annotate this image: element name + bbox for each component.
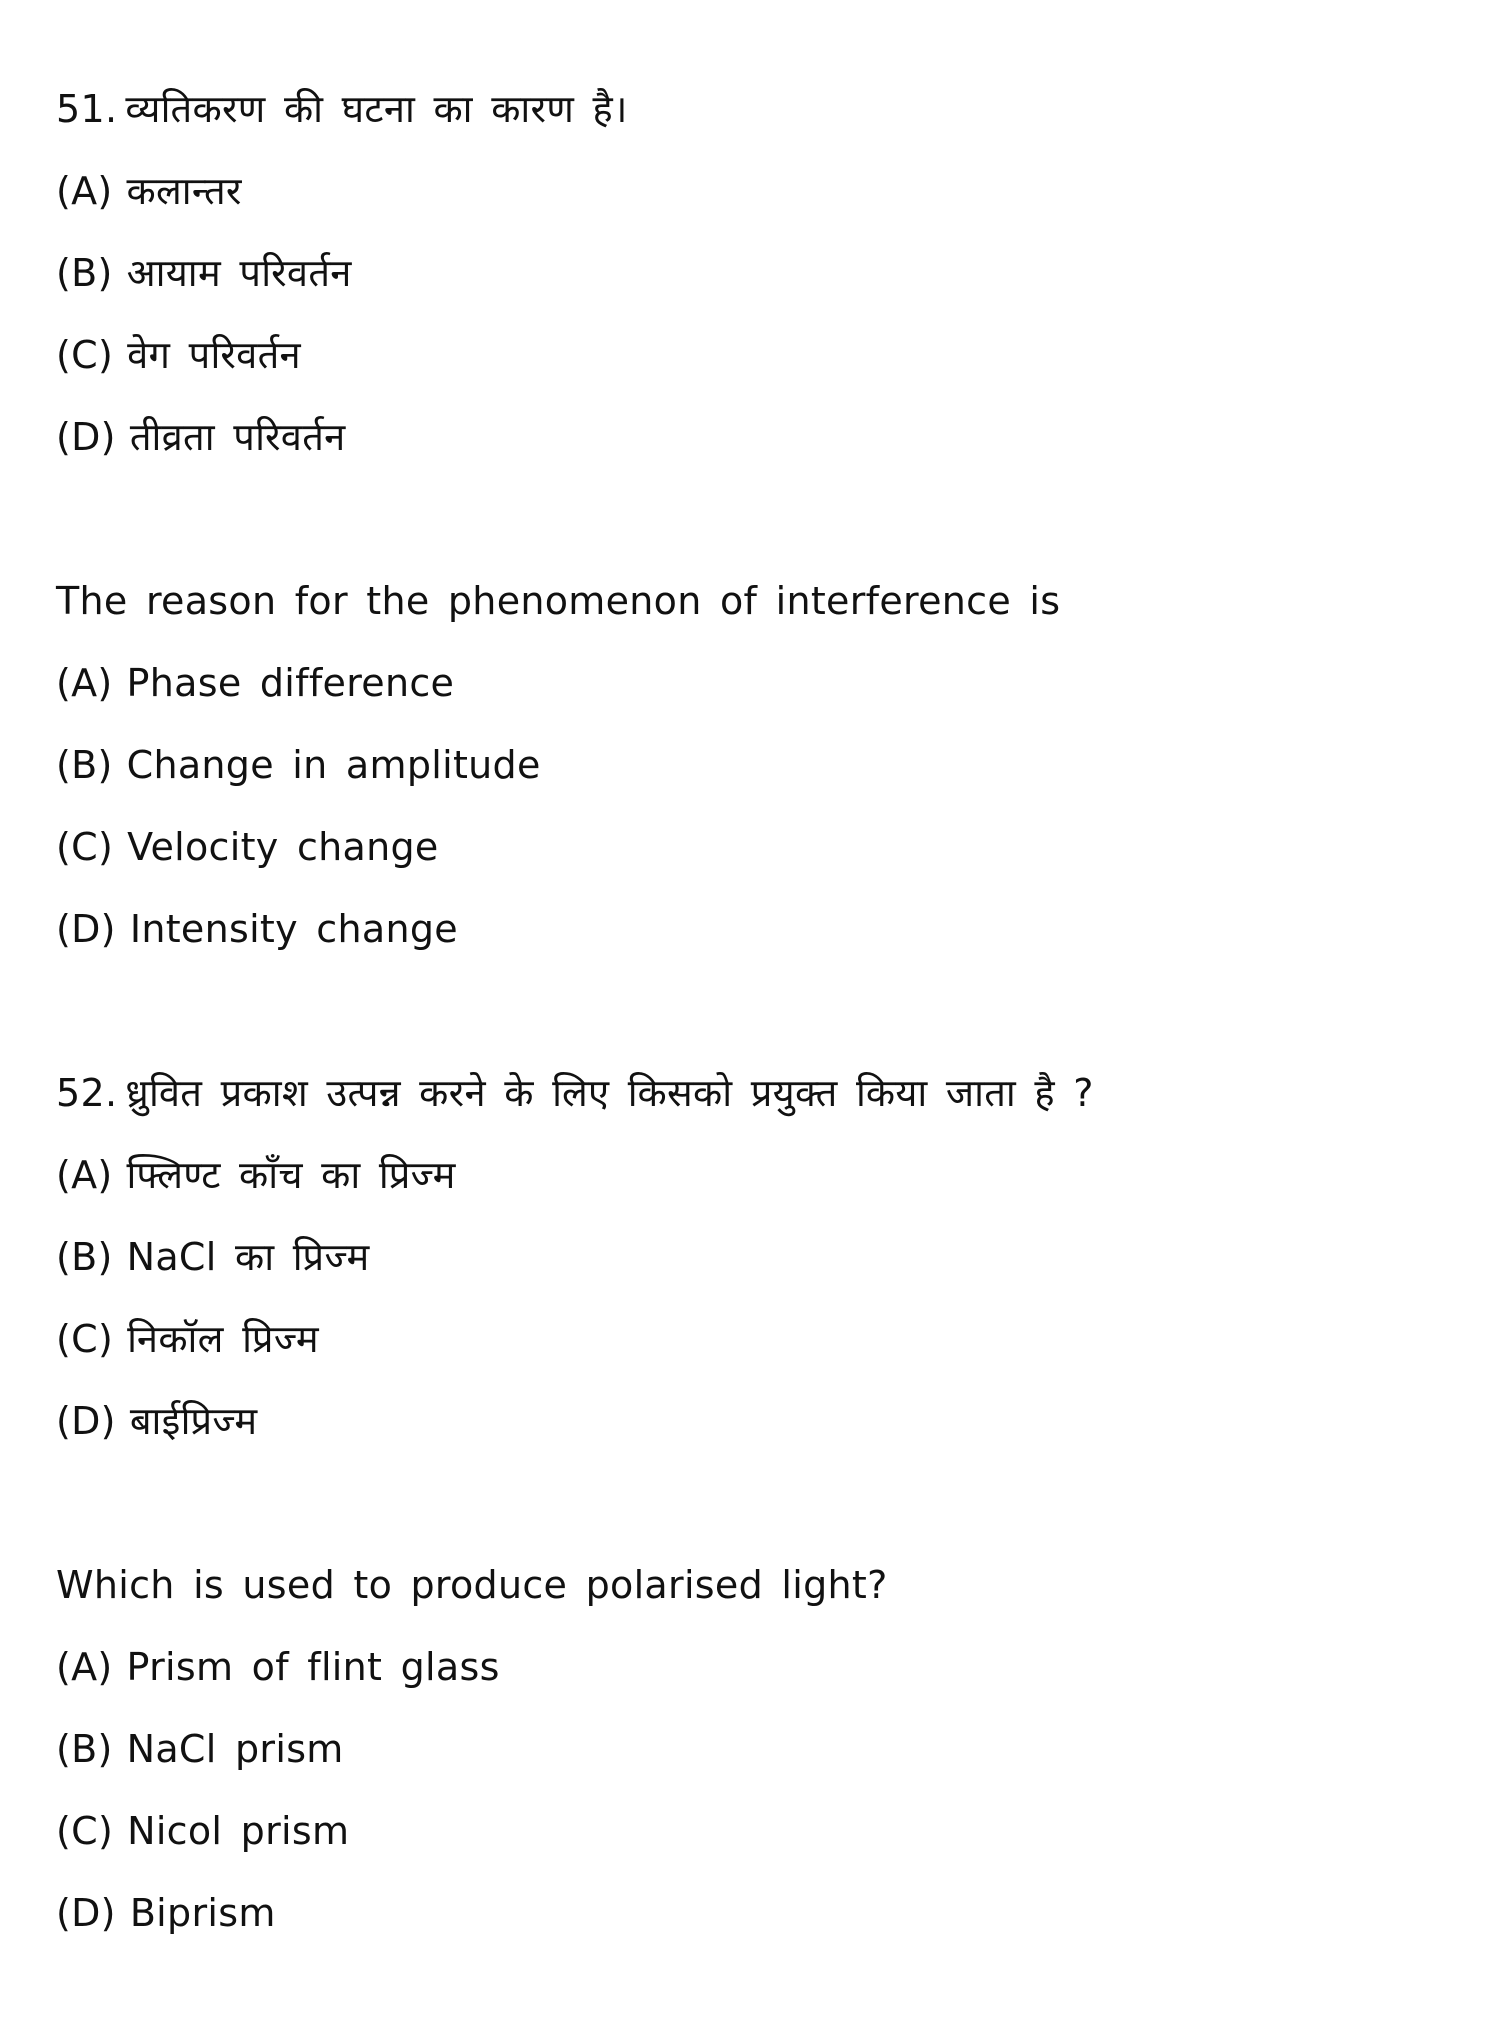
option-label: (C) xyxy=(56,1809,114,1853)
option-label: (C) xyxy=(56,1317,114,1361)
option-label: (C) xyxy=(56,333,114,377)
option-text: तीव्रता परिवर्तन xyxy=(129,415,346,459)
option-d xyxy=(56,888,1456,970)
question-text: The reason for the phenomenon of interference is xyxy=(56,579,1061,623)
option-b xyxy=(56,1216,1456,1298)
option-text: Biprism xyxy=(129,1891,276,1935)
spacer xyxy=(56,478,1456,560)
option-text: Nicol prism xyxy=(127,1809,350,1853)
option-label: (B) xyxy=(56,1235,113,1279)
option-a xyxy=(56,642,1456,724)
option-text: Intensity change xyxy=(129,907,458,951)
question-text: Which is used to produce polarised light? xyxy=(56,1563,888,1607)
option-d xyxy=(56,1872,1456,1954)
question-number: 51. xyxy=(56,87,118,131)
option-d xyxy=(56,1380,1456,1462)
option-label: (D) xyxy=(56,1891,116,1935)
option-label: (A) xyxy=(56,169,113,213)
question-52-english xyxy=(56,1544,1456,1954)
option-a xyxy=(56,150,1456,232)
option-text: Velocity change xyxy=(127,825,439,869)
spacer xyxy=(56,1462,1456,1544)
question-stem xyxy=(56,68,1456,150)
option-text: वेग परिवर्तन xyxy=(127,333,301,377)
option-c xyxy=(56,1790,1456,1872)
option-b xyxy=(56,724,1456,806)
option-label: (B) xyxy=(56,1727,113,1771)
question-52-hindi xyxy=(56,1052,1456,1462)
question-51-english xyxy=(56,560,1456,970)
spacer xyxy=(56,970,1456,1052)
question-stem xyxy=(56,560,1456,642)
option-a xyxy=(56,1134,1456,1216)
option-c xyxy=(56,314,1456,396)
option-text: Change in amplitude xyxy=(126,743,541,787)
option-text: Phase difference xyxy=(126,661,455,705)
option-label: (C) xyxy=(56,825,114,869)
option-label: (A) xyxy=(56,1645,113,1689)
option-text: NaCl prism xyxy=(126,1727,344,1771)
option-label: (D) xyxy=(56,1399,116,1443)
question-51-hindi xyxy=(56,68,1456,478)
option-b xyxy=(56,1708,1456,1790)
option-b xyxy=(56,232,1456,314)
option-label: (B) xyxy=(56,251,113,295)
option-text: निकॉल प्रिज्म xyxy=(127,1317,319,1361)
option-c xyxy=(56,806,1456,888)
option-text: Prism of flint glass xyxy=(126,1645,500,1689)
option-label: (A) xyxy=(56,1153,113,1197)
question-number: 52. xyxy=(56,1071,118,1115)
question-stem xyxy=(56,1544,1456,1626)
option-label: (A) xyxy=(56,661,113,705)
question-stem xyxy=(56,1052,1456,1134)
question-page xyxy=(56,68,1456,1954)
option-a xyxy=(56,1626,1456,1708)
option-text: बाईप्रिज्म xyxy=(129,1399,258,1443)
option-label: (D) xyxy=(56,907,116,951)
option-text: NaCl का प्रिज्म xyxy=(126,1235,370,1279)
question-text: व्यतिकरण की घटना का कारण है। xyxy=(125,87,628,131)
option-text: फ्लिण्ट काँच का प्रिज्म xyxy=(126,1153,456,1197)
question-text: ध्रुवित प्रकाश उत्पन्न करने के लिए किसको प्रयुक्त किया जाता है ? xyxy=(125,1071,1094,1115)
option-text: आयाम परिवर्तन xyxy=(126,251,352,295)
option-label: (D) xyxy=(56,415,116,459)
option-label: (B) xyxy=(56,743,113,787)
option-c xyxy=(56,1298,1456,1380)
option-text: कलान्तर xyxy=(126,169,242,213)
option-d xyxy=(56,396,1456,478)
